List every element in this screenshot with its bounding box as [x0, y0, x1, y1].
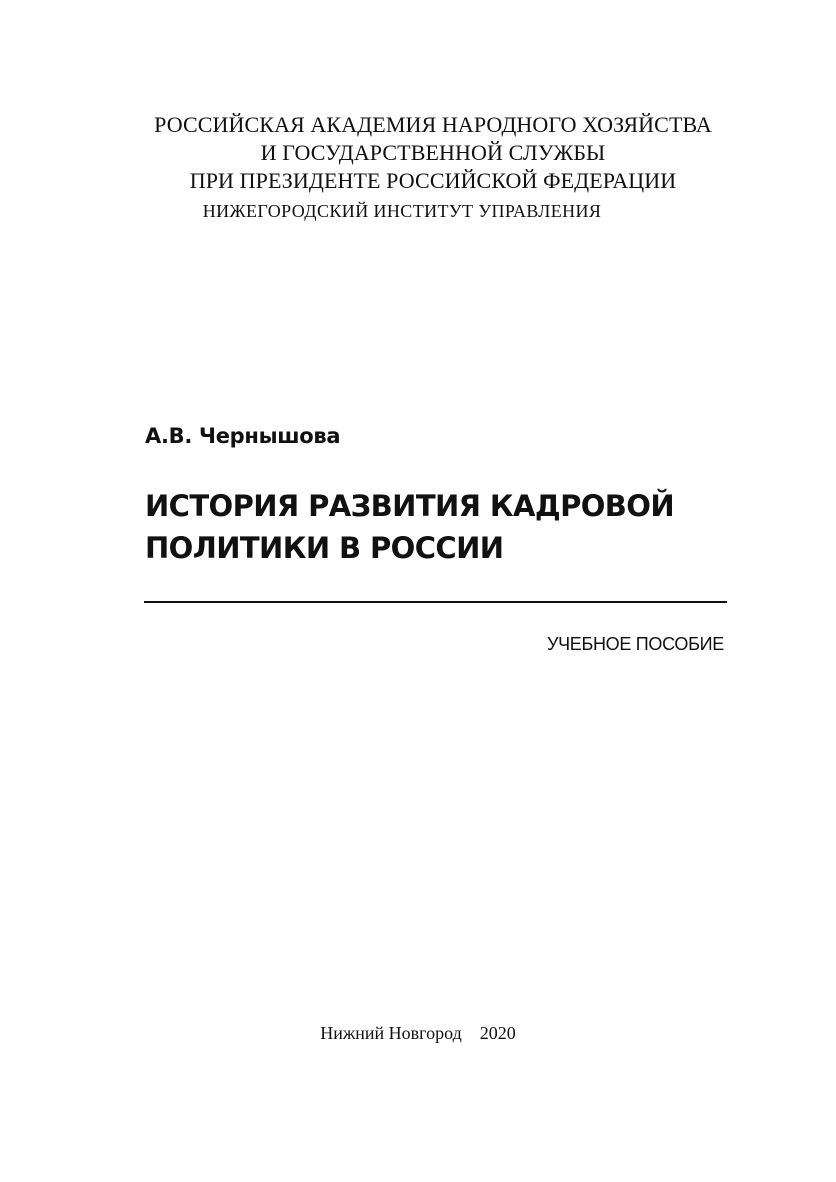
publication-type: УЧЕБНОЕ ПОСОБИЕ — [546, 634, 724, 654]
author-name: А.В. Чернышова — [145, 424, 341, 448]
imprint-year: 2020 — [479, 1023, 516, 1043]
imprint-city: Нижний Новгород — [320, 1023, 462, 1043]
imprint — [0, 1021, 836, 1045]
book-title — [145, 485, 674, 569]
book-title-line-1: ИСТОРИЯ РАЗВИТИЯ КАДРОВОЙ — [145, 489, 675, 523]
organization-line-1: РОССИЙСКАЯ АКАДЕМИЯ НАРОДНОГО ХОЗЯЙСТВА — [154, 112, 712, 137]
organization-line-2: И ГОСУДАРСТВЕННОЙ СЛУЖБЫ — [260, 140, 606, 165]
organization-line-3: ПРИ ПРЕЗИДЕНТЕ РОССИЙСКОЙ ФЕДЕРАЦИИ — [189, 168, 677, 193]
title-divider — [144, 601, 727, 603]
book-title-line-2: ПОЛИТИКИ В РОССИИ — [145, 531, 504, 565]
organization-name — [0, 111, 836, 195]
institute-name: НИЖЕГОРОДСКИЙ ИНСТИТУТ УПРАВЛЕНИЯ — [202, 201, 602, 221]
